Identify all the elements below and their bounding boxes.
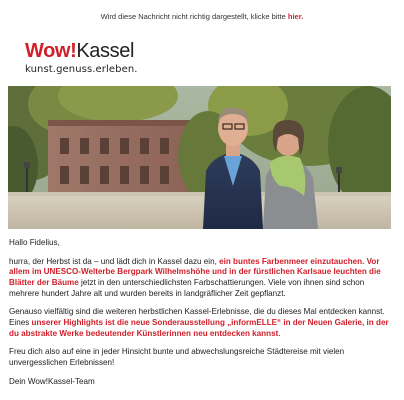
display-issue-notice [0, 12, 404, 21]
paragraph-autumn-intro: hurra, der Herbst ist da – und lädt dich in Kassel dazu ein, [9, 256, 220, 266]
view-in-browser-link[interactable]: hier. [287, 12, 304, 21]
hero-image [8, 86, 391, 229]
logo-wow: Wow! [25, 40, 77, 62]
logo-tagline: kunst.genuss.erleben. [25, 64, 138, 75]
greeting: Hallo Fidelius, [9, 238, 60, 247]
display-issue-text: Wird diese Nachricht nicht richtig dargestellt, klicke bitte [100, 12, 286, 21]
highlight-autumn-colors: ein buntes Farbenmeer einzutauchen. Vor allem im UNESCO-Welterbe Bergpark Wilhelmshöhe und in der fürstlichen Karlsaue leuchten die Blätter der Bäume [9, 256, 381, 287]
highlight-exhibition: unserer Highlights ist die neue Sonderausstellung „informELLE“ in der Neuen Galerie, in der du abstrakte Werke bedeutender Künstlerinnen neu entdecken kannst [9, 317, 389, 338]
signature: Dein Wow!Kassel-Team [9, 376, 95, 386]
paragraph-autumn-rest: jetzt in den unterschiedlichsten Farbschattierungen. Viele von ihnen sind schon mehrere hundert Jahre alt und wurden bereits in landgräflicher Zeit gepflanzt. [9, 277, 365, 298]
paragraph-autumn [9, 257, 394, 299]
logo-kassel: Kassel [76, 40, 134, 62]
wow-kassel-logo[interactable] [25, 40, 145, 84]
email-body [9, 238, 394, 395]
paragraph-experiences-intro: Genauso vielfältig sind die weiteren herbstlichen Kassel-Erlebnisse, die du dieses Mal entdecken kannst. Eines [9, 307, 385, 327]
paragraph-experiences-end: . [278, 328, 281, 338]
paragraph-experiences [9, 307, 394, 339]
paragraph-closing: Freu dich also auf eine in jeder Hinsicht bunte und abwechslungsreiche Städtereise mit vielen unvergesslichen Erlebnissen! [9, 347, 345, 367]
